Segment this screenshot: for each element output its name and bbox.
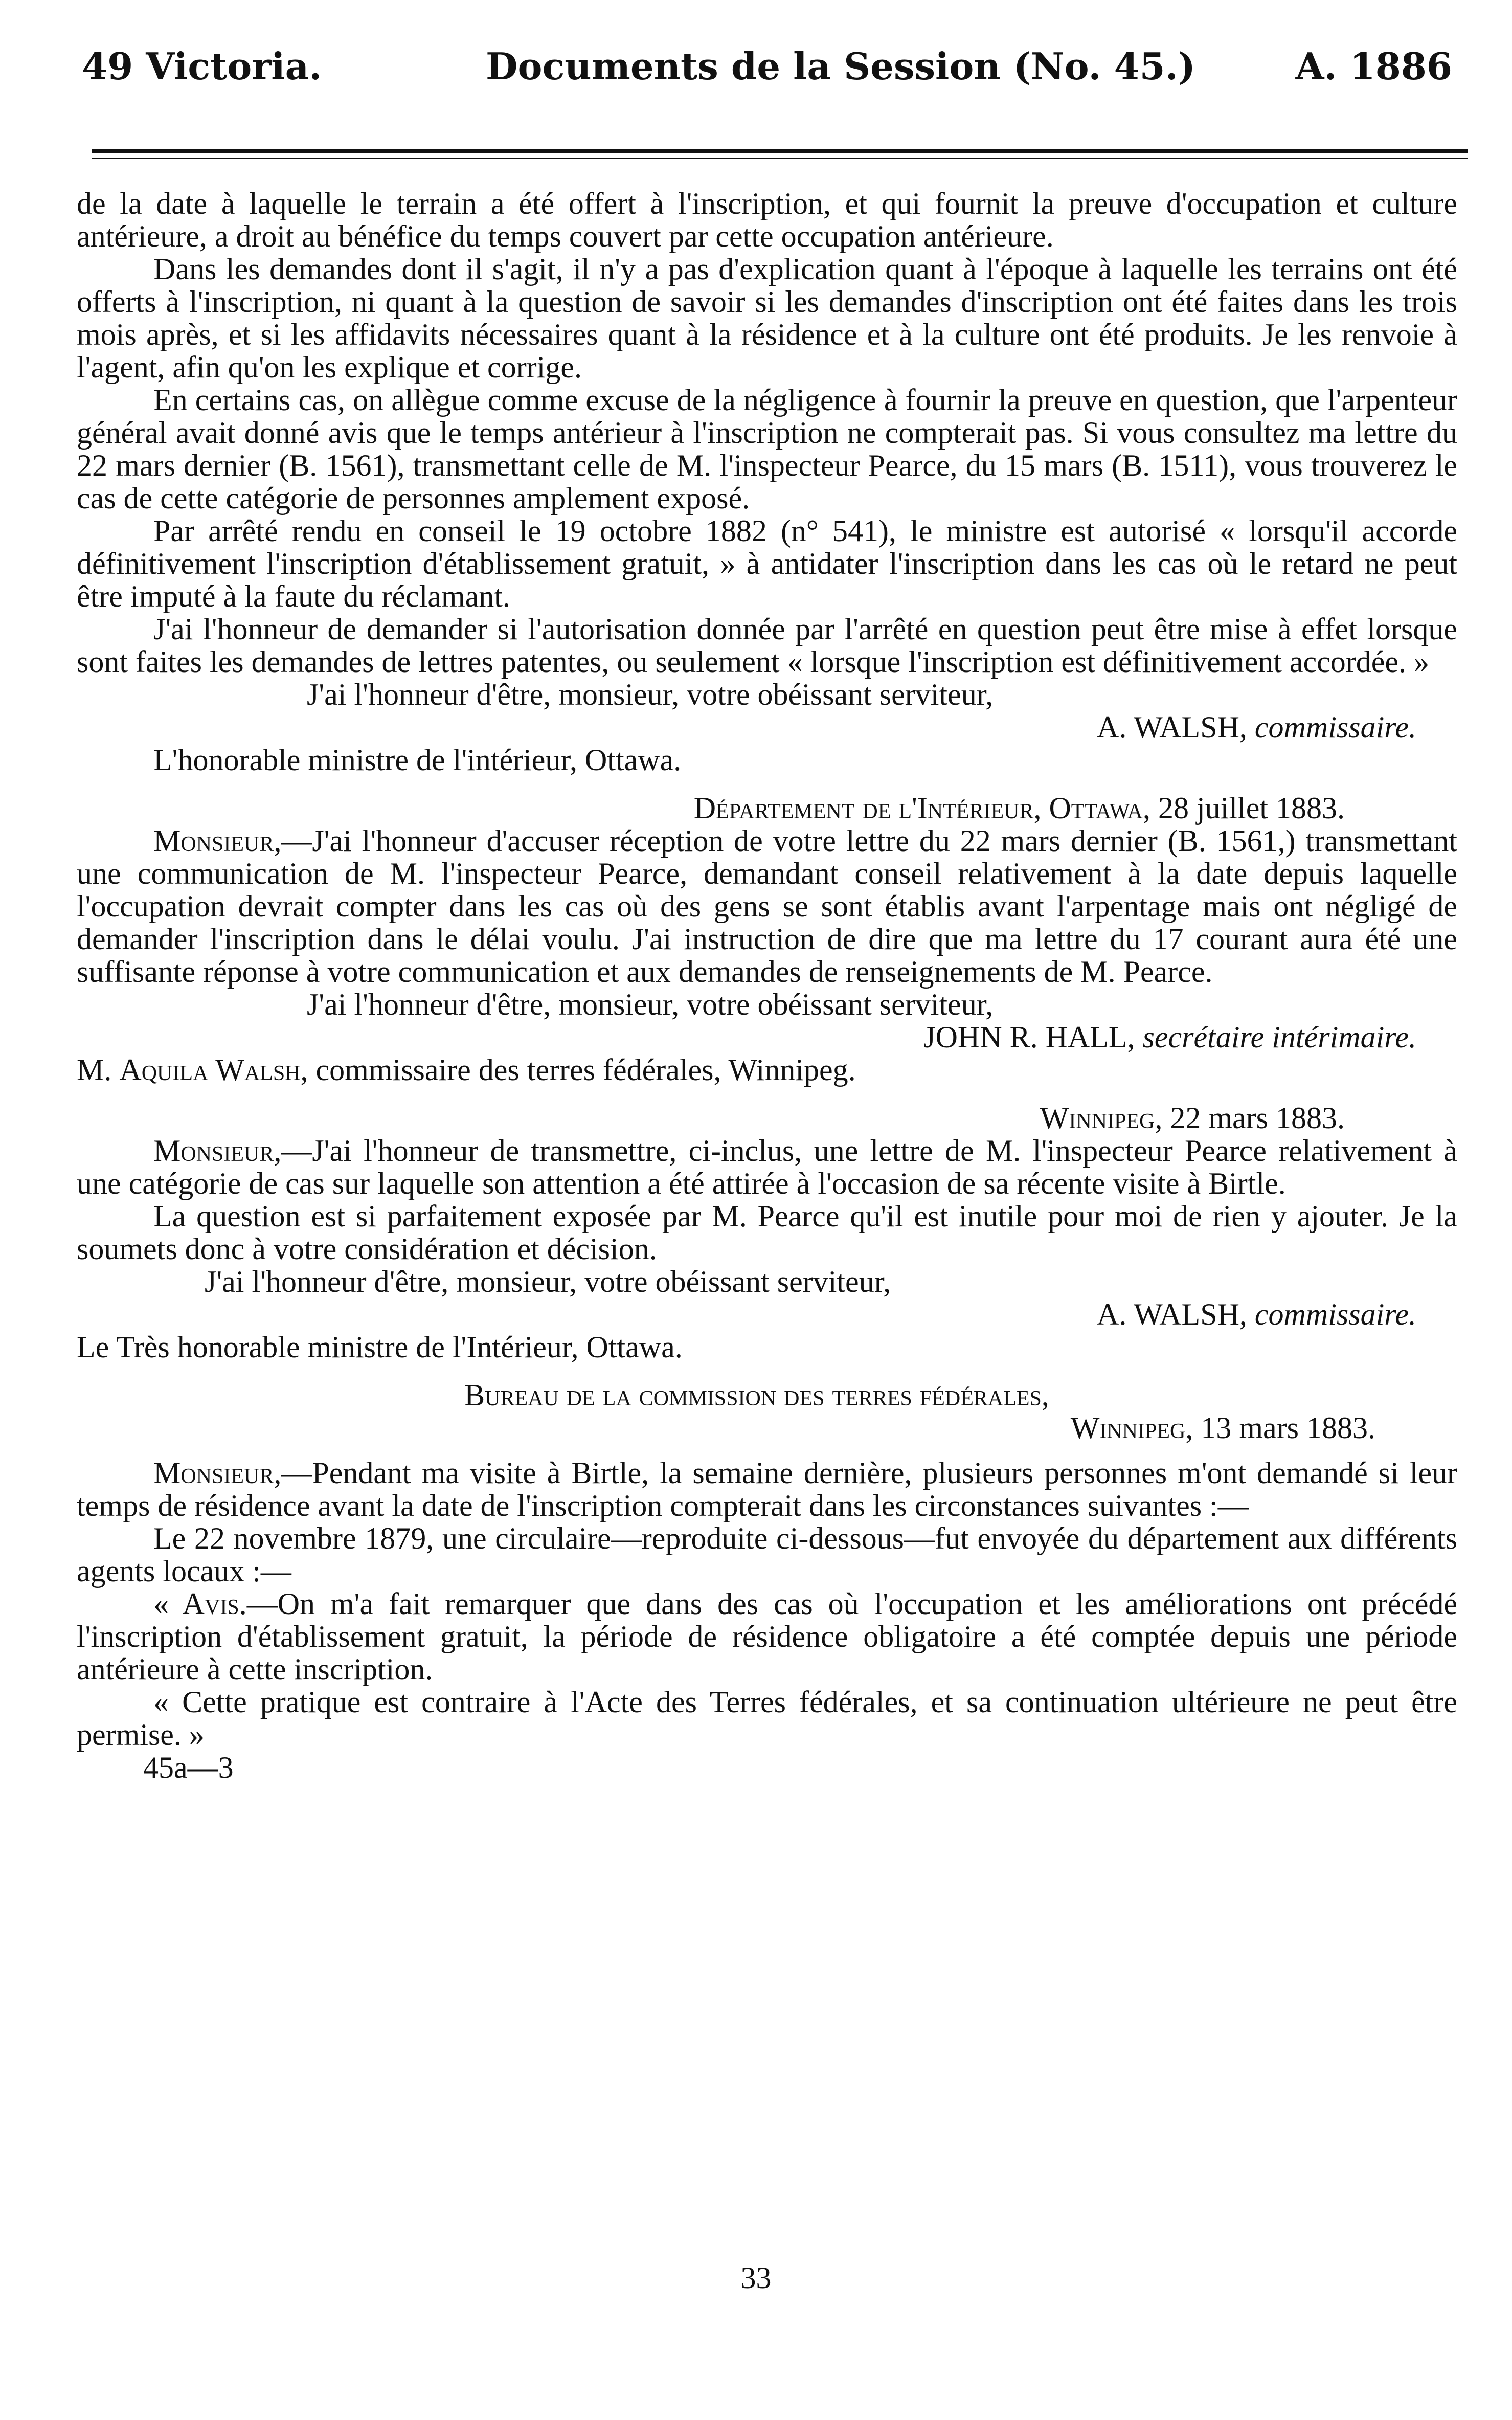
signature-name: A. WALSH,	[1097, 710, 1247, 744]
place-date: 22 mars 1883.	[1170, 1101, 1345, 1135]
letter-place-date	[77, 1411, 1457, 1444]
letter-body	[77, 824, 1457, 988]
addressee: L'honorable ministre de l'intérieur, Ottawa.	[153, 743, 682, 777]
letter-closing: J'ai l'honneur d'être, monsieur, votre obéissant serviteur,	[307, 678, 994, 711]
salutation: Monsieur,	[153, 824, 282, 858]
signature-name: JOHN R. HALL,	[923, 1020, 1135, 1054]
paragraph: J'ai l'honneur de demander si l'autorisation donnée par l'arrêté en question peut être mise à effet lorsque sont faites les demandes de lettres patentes, ou seulement « lorsque l'inscription est définitivement accordée. »	[77, 612, 1457, 679]
header-year: A. 1886	[1295, 44, 1452, 88]
header-title: Documents de la Session (No. 45.)	[486, 44, 1195, 88]
notice-label: « Avis.	[153, 1587, 247, 1621]
signature-title: commissaire.	[1254, 1297, 1416, 1331]
addressee-name: Aquila Walsh,	[119, 1053, 308, 1087]
place-bureau: Bureau de la commission des terres fédérales,	[464, 1378, 1049, 1412]
addressee	[77, 1054, 1457, 1086]
paragraph: « Cette pratique est contraire à l'Acte des Terres fédérales, et sa continuation ultérieure ne peut être permise. »	[77, 1685, 1457, 1752]
letter-text: —J'ai l'honneur d'accuser réception de votre lettre du 22 mars dernier (B. 1561,) transmettant une communication de M. l'inspecteur Pearce, demandant conseil relativement à la date depuis laquelle l'occupation devrait compter dans les cas où des gens se sont établis avant l'arpentage mais ont négligé de demander l'inscription dans le délai voulu. J'ai instruction de dire que ma lettre du 17 courant aura été une suffisante réponse à votre communication et aux demandes de renseignements de M. Pearce.	[77, 824, 1457, 989]
paragraph: Dans les demandes dont il s'agit, il n'y a pas d'explication quant à l'époque à laquelle les terrains ont été offerts à l'inscription, ni quant à la question de savoir si les demandes d'inscription ont été faites dans les trois mois après, et si les affidavits nécessaires quant à la résidence et à la culture ont été produits. Je les renvoie à l'agent, afin qu'on les explique et corrige.	[77, 252, 1457, 384]
letter-place-date	[77, 792, 1457, 824]
signature	[77, 1021, 1457, 1054]
salutation: Monsieur,	[153, 1134, 282, 1168]
place-department: Département de l'Intérieur, Ottawa,	[693, 791, 1151, 825]
paragraph: En certains cas, on allègue comme excuse de la négligence à fournir la preuve en question, que l'arpenteur général avait donné avis que le temps antérieur à l'inscription ne compterait pas. Si vous consultez ma lettre du 22 mars dernier (B. 1561), transmettant celle de M. l'inspecteur Pearce, du 15 mars (B. 1511), vous trouverez le cas de cette catégorie de personnes amplement exposé.	[77, 383, 1457, 515]
place-city: Winnipeg,	[1070, 1411, 1193, 1445]
addressee-rest: commissaire des terres fédérales, Winnipeg.	[315, 1053, 856, 1087]
letter-closing: J'ai l'honneur d'être, monsieur, votre obéissant serviteur,	[205, 1265, 891, 1298]
letter-body	[77, 1457, 1457, 1522]
place-date: 28 juillet 1883.	[1158, 791, 1345, 825]
running-header	[82, 26, 1452, 107]
letter-place-date	[77, 1102, 1457, 1134]
page-body	[77, 187, 1457, 1784]
letter-text: —J'ai l'honneur de transmettre, ci-inclus, une lettre de M. l'inspecteur Pearce relativement à une catégorie de cas sur laquelle son attention a été attirée à l'occasion de sa récente visite à Birtle.	[77, 1134, 1457, 1200]
signature-name: A. WALSH,	[1097, 1297, 1247, 1331]
paragraph: Le 22 novembre 1879, une circulaire—reproduite ci-dessous—fut envoyée du département aux différents agents locaux :—	[77, 1521, 1457, 1588]
header-rule-thin	[92, 158, 1468, 159]
signature	[77, 711, 1457, 744]
signature-title: secrétaire intérimaire.	[1142, 1020, 1416, 1054]
addressee-prefix: M.	[77, 1053, 112, 1087]
paragraph: La question est si parfaitement exposée par M. Pearce qu'il est inutile pour moi de rien y ajouter. Je la soumets donc à votre considération et décision.	[77, 1199, 1457, 1266]
header-rule-thick	[92, 149, 1468, 153]
signature-title: commissaire.	[1254, 710, 1416, 744]
signature-mark: 45a—3	[143, 1751, 234, 1784]
notice-text: —On m'a fait remarquer que dans des cas où l'occupation et les améliorations ont précédé l'inscription d'établissement gratuit, la période de résidence obligatoire a été comptée depuis une période antérieure à cette inscription.	[77, 1587, 1457, 1686]
salutation: Monsieur,	[153, 1456, 282, 1490]
place-date: 13 mars 1883.	[1201, 1411, 1375, 1445]
signature	[77, 1298, 1457, 1331]
page-number: 33	[740, 2261, 772, 2295]
letter-text: —Pendant ma visite à Birtle, la semaine dernière, plusieurs personnes m'ont demandé si leur temps de résidence avant la date de l'inscription compterait dans les circonstances suivantes :—	[77, 1456, 1457, 1522]
letter-closing: J'ai l'honneur d'être, monsieur, votre obéissant serviteur,	[307, 988, 994, 1021]
paragraph: de la date à laquelle le terrain a été offert à l'inscription, et qui fournit la preuve d'occupation et culture antérieure, a droit au bénéfice du temps couvert par cette occupation antérieure.	[77, 187, 1457, 253]
header-volume: 49 Victoria.	[82, 44, 322, 88]
notice-paragraph	[77, 1587, 1457, 1686]
place-city: Winnipeg,	[1040, 1101, 1163, 1135]
paragraph: Par arrêté rendu en conseil le 19 octobre 1882 (n° 541), le ministre est autorisé « lorsqu'il accorde définitivement l'inscription d'établissement gratuit, » à antidater l'inscription dans les cas où le retard ne peut être imputé à la faute du réclamant.	[77, 514, 1457, 613]
letter-place-bureau	[77, 1379, 1457, 1411]
letter-body	[77, 1134, 1457, 1200]
addressee: Le Très honorable ministre de l'Intérieur, Ottawa.	[77, 1330, 683, 1364]
